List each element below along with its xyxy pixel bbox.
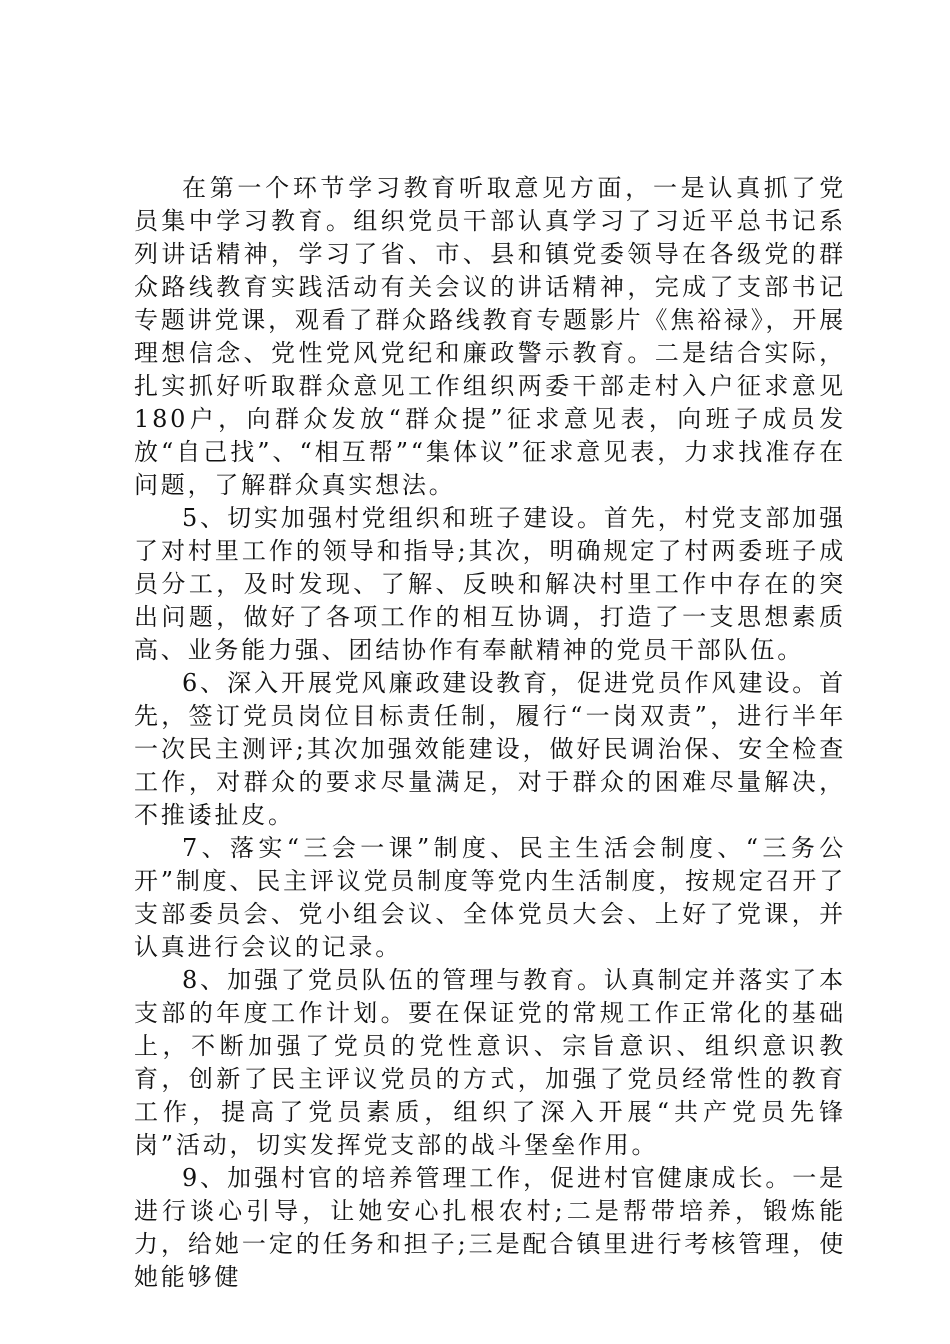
paragraph-item-6: 6、深入开展党风廉政建设教育，促进党员作风建设。首先，签订党员岗位目标责任制，履行“一岗双责”，进行半年一次民主测评;其次加强效能建设，做好民调治保、安全检查工作，对群众的要求尽量满足，对于群众的困难尽量解决，不推诿扯皮。 bbox=[134, 669, 846, 829]
document-body bbox=[134, 172, 846, 1294]
paragraph-item-5: 5、切实加强村党组织和班子建设。首先，村党支部加强了对村里工作的领导和指导;其次，明确规定了村两委班子成员分工，及时发现、了解、反映和解决村里工作中存在的突出问题，做好了各项工作的相互协调，打造了一支思想素质高、业务能力强、团结协作有奉献精神的党员干部队伍。 bbox=[134, 504, 846, 664]
paragraph-item-9: 9、加强村官的培养管理工作，促进村官健康成长。一是进行谈心引导，让她安心扎根农村;二是帮带培养，锻炼能力，给她一定的任务和担子;三是配合镇里进行考核管理，使她能够健 bbox=[134, 1164, 846, 1291]
paragraph-item-7: 7、落实“三会一课”制度、民主生活会制度、“三务公开”制度、民主评议党员制度等党内生活制度，按规定召开了支部委员会、党小组会议、全体党员大会、上好了党课，并认真进行会议的记录。 bbox=[134, 834, 846, 961]
paragraph-item-8: 8、加强了党员队伍的管理与教育。认真制定并落实了本支部的年度工作计划。要在保证党的常规工作正常化的基础上，不断加强了党员的党性意识、宗旨意识、组织意识教育，创新了民主评议党员的方式，加强了党员经常性的教育工作，提高了党员素质，组织了深入开展“共产党员先锋岗”活动，切实发挥党支部的战斗堡垒作用。 bbox=[134, 966, 846, 1159]
paragraph-study-education: 在第一个环节学习教育听取意见方面，一是认真抓了党员集中学习教育。组织党员干部认真学习了习近平总书记系列讲话精神，学习了省、市、县和镇党委领导在各级党的群众路线教育实践活动有关会议的讲话精神，完成了支部书记专题讲党课，观看了群众路线教育专题影片《焦裕禄》，开展理想信念、党性党风党纪和廉政警示教育。二是结合实际，扎实抓好听取群众意见工作组织两委干部走村入户征求意见180户，向群众发放“群众提”征求意见表，向班子成员发放“自己找”、“相互帮”“集体议”征求意见表，力求找准存在问题，了解群众真实想法。 bbox=[134, 174, 846, 499]
